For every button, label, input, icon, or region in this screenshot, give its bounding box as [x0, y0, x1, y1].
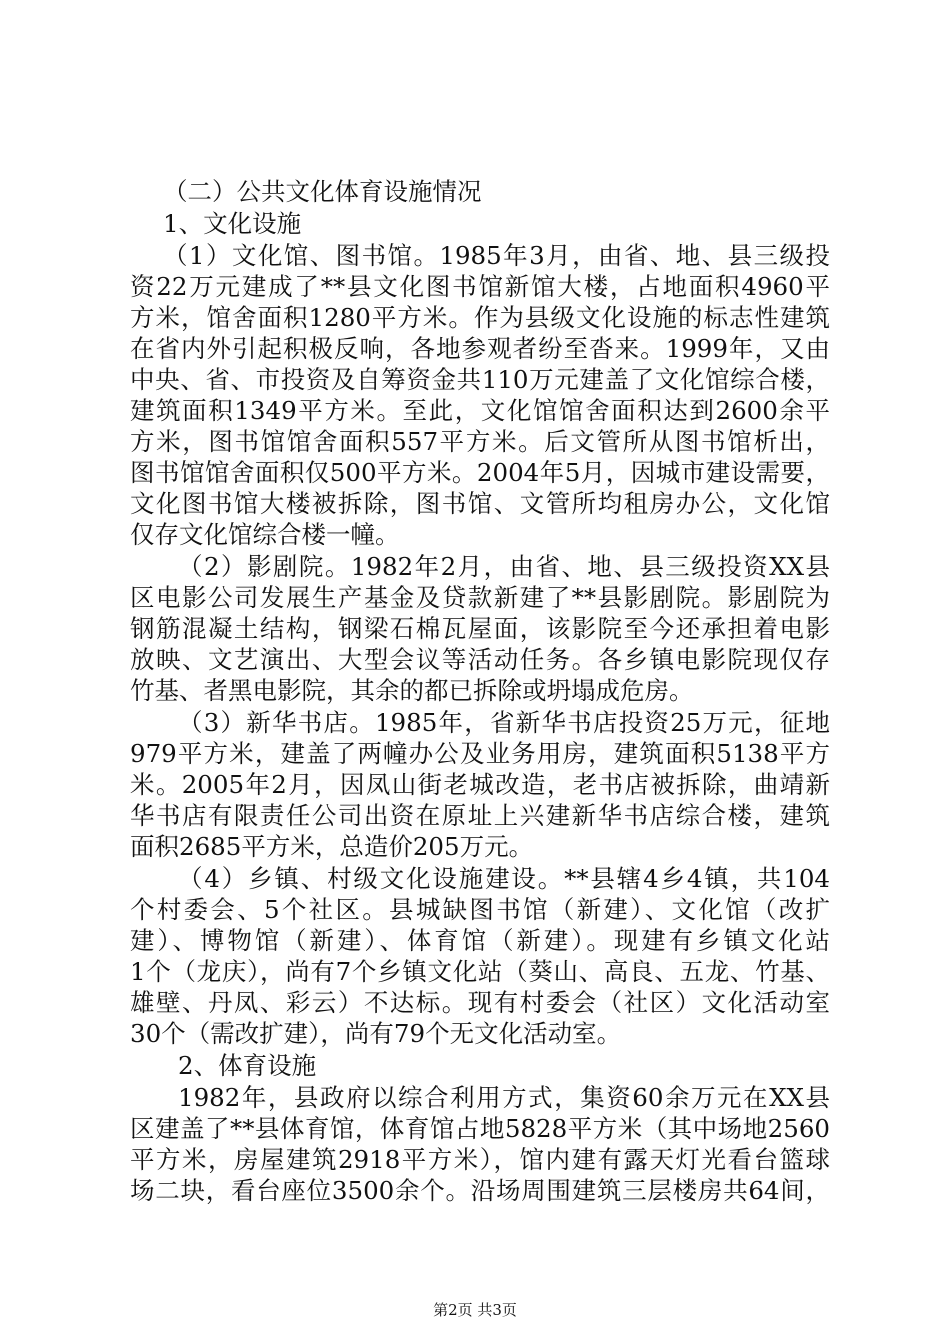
- paragraph-line: 个村委会、5个社区。县城缺图书馆（新建）、文化馆（改扩: [130, 895, 830, 924]
- paragraph-line: 米。2005年2月，因凤山街老城改造，老书店被拆除，曲靖新: [130, 770, 830, 799]
- paragraph-line: 30个（需改扩建），尚有79个无文化活动室。: [130, 1019, 622, 1048]
- paragraph-line: 建）、博物馆（新建）、体育馆（新建）。现建有乡镇文化站: [130, 926, 830, 955]
- paragraph-line: 1982年，县政府以综合利用方式，集资60余万元在XX县: [178, 1083, 830, 1112]
- paragraph-line: 放映、文艺演出、大型会议等活动任务。各乡镇电影院现仅存: [130, 645, 830, 674]
- paragraph-line: （4）乡镇、村级文化设施建设。**县辖4乡4镇，共104: [178, 864, 830, 893]
- paragraph-line: 区建盖了**县体育馆，体育馆占地5828平方米（其中场地2560: [130, 1114, 830, 1143]
- paragraph-line: 面积2685平方米，总造价205万元。: [130, 832, 534, 861]
- paragraph-line: 雄壁、丹凤、彩云）不达标。现有村委会（社区）文化活动室: [130, 988, 830, 1017]
- paragraph-line: 竹基、者黑电影院，其余的都已拆除或坍塌成危房。: [130, 676, 694, 705]
- paragraph-line: 在省内外引起积极反响，各地参观者纷至沓来。1999年，又由: [130, 334, 830, 363]
- section-heading: （二）公共文化体育设施情况: [163, 177, 482, 206]
- paragraph-line: （2）影剧院。1982年2月，由省、地、县三级投资XX县: [178, 552, 830, 581]
- paragraph-line: 区电影公司发展生产基金及贷款新建了**县影剧院。影剧院为: [130, 583, 830, 612]
- paragraph-line: （3）新华书店。1985年，省新华书店投资25万元，征地: [178, 708, 830, 737]
- paragraph-line: 平方米，房屋建筑2918平方米），馆内建有露天灯光看台篮球: [130, 1145, 830, 1174]
- paragraph-line: （1）文化馆、图书馆。1985年3月，由省、地、县三级投: [163, 241, 830, 270]
- paragraph-line: 华书店有限责任公司出资在原址上兴建新华书店综合楼，建筑: [130, 801, 830, 830]
- paragraph-line: 建筑面积1349平方米。至此，文化馆馆舍面积达到2600余平: [130, 396, 830, 425]
- paragraph-line: 图书馆馆舍面积仅500平方米。2004年5月，因城市建设需要，: [130, 458, 830, 487]
- paragraph-line: 钢筋混凝土结构，钢梁石棉瓦屋面，该影院至今还承担着电影: [130, 614, 830, 643]
- paragraph-line: 方米，馆舍面积1280平方米。作为县级文化设施的标志性建筑: [130, 303, 830, 332]
- paragraph-line: 资22万元建成了**县文化图书馆新馆大楼，占地面积4960平: [130, 272, 830, 301]
- paragraph-line: 中央、省、市投资及自筹资金共110万元建盖了文化馆综合楼，: [130, 365, 830, 394]
- paragraph-line: 979平方米，建盖了两幢办公及业务用房，建筑面积5138平方: [130, 739, 830, 768]
- paragraph-line: 方米，图书馆馆舍面积557平方米。后文管所从图书馆析出，: [130, 427, 830, 456]
- paragraph-line: 1个（龙庆），尚有7个乡镇文化站（葵山、高良、五龙、竹基、: [130, 957, 830, 986]
- subsection-heading: 2、体育设施: [178, 1051, 317, 1080]
- subsection-heading: 1、文化设施: [163, 209, 302, 238]
- paragraph-line: 仅存文化馆综合楼一幢。: [130, 520, 400, 549]
- page-footer: 第2页 共3页: [433, 1301, 517, 1319]
- paragraph-line: 场二块，看台座位3500余个。沿场周围建筑三层楼房共64间，: [130, 1176, 830, 1205]
- paragraph-line: 文化图书馆大楼被拆除，图书馆、文管所均租房办公，文化馆: [130, 489, 830, 518]
